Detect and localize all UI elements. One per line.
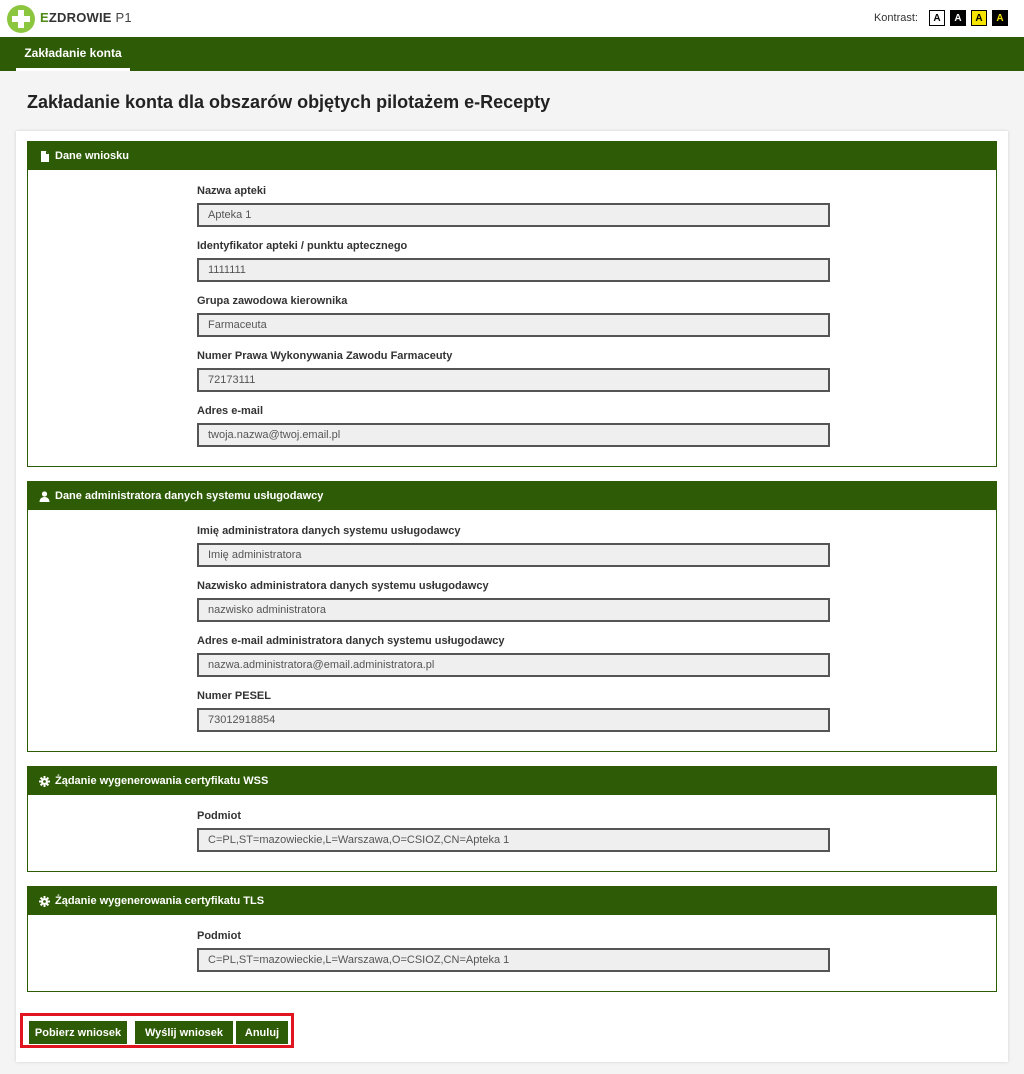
brand-e: E: [40, 10, 49, 25]
field-label: Adres e-mail: [197, 405, 264, 417]
brand-name: ZDROWIE: [48, 10, 112, 25]
field-label: Nazwa apteki: [197, 185, 267, 197]
action-buttons-highlight: [20, 1013, 294, 1048]
top-bar: [0, 0, 1024, 37]
contrast-yellow-on-black-button[interactable]: A: [992, 10, 1008, 26]
brand-logo-text: [40, 10, 132, 25]
section-dane-wniosku: [27, 141, 997, 467]
field-label: Identyfikator apteki / punktu aptecznego: [197, 240, 408, 252]
user-icon: [39, 491, 50, 502]
brand-p1: P1: [115, 10, 132, 25]
field-grupa-zawodowa: [197, 295, 830, 337]
field-nazwa-apteki: [197, 185, 830, 227]
section-header: [28, 767, 996, 795]
contrast-black-on-yellow-button[interactable]: A: [971, 10, 987, 26]
podmiot-wss-input[interactable]: [197, 828, 830, 852]
section-title: Dane wniosku: [55, 150, 129, 162]
podmiot-tls-input[interactable]: [197, 948, 830, 972]
section-header: [28, 142, 996, 170]
section-title: Żądanie wygenerowania certyfikatu TLS: [55, 895, 265, 907]
numer-pwz-input[interactable]: [197, 368, 830, 392]
contrast-white-on-black-button[interactable]: A: [950, 10, 966, 26]
email-administratora-input[interactable]: [197, 653, 830, 677]
field-label: Numer PESEL: [197, 690, 271, 702]
pesel-input[interactable]: [197, 708, 830, 732]
field-podmiot-tls: [197, 930, 830, 972]
section-certyfikat-tls: [27, 886, 997, 992]
download-request-button[interactable]: Pobierz wniosek: [29, 1021, 127, 1044]
document-icon: [39, 151, 50, 162]
field-label: Podmiot: [197, 810, 241, 822]
imie-administratora-input[interactable]: [197, 543, 830, 567]
section-certyfikat-wss: [27, 766, 997, 872]
cancel-button[interactable]: Anuluj: [236, 1021, 288, 1044]
section-dane-administratora: [27, 481, 997, 752]
send-request-button[interactable]: Wyślij wniosek: [135, 1021, 233, 1044]
field-label: Podmiot: [197, 930, 241, 942]
field-label: Adres e-mail administratora danych systemu usługodawcy: [197, 635, 505, 647]
field-pesel: [197, 690, 830, 732]
contrast-default-button[interactable]: A: [929, 10, 945, 26]
field-nazwisko-administratora: [197, 580, 830, 622]
identyfikator-apteki-input[interactable]: [197, 258, 830, 282]
section-header: [28, 887, 996, 915]
field-label: Nazwisko administratora danych systemu usługodawcy: [197, 580, 489, 592]
contrast-label: Kontrast:: [873, 12, 918, 24]
field-label: Imię administratora danych systemu usługodawcy: [197, 525, 461, 537]
gear-icon: [39, 776, 50, 787]
tab-zakladanie-konta[interactable]: Zakładanie konta: [16, 37, 130, 71]
field-adres-email: [197, 405, 830, 447]
field-label: Grupa zawodowa kierownika: [197, 295, 348, 307]
field-numer-pwz: [197, 350, 830, 392]
field-label: Numer Prawa Wykonywania Zawodu Farmaceuty: [197, 350, 453, 362]
nazwa-apteki-input[interactable]: [197, 203, 830, 227]
nazwisko-administratora-input[interactable]: [197, 598, 830, 622]
page-title: Zakładanie konta dla obszarów objętych pilotażem e-Recepty: [27, 92, 551, 112]
main-nav: [0, 37, 1024, 71]
contrast-switcher: [874, 10, 1008, 26]
section-header: [28, 482, 996, 510]
field-identyfikator-apteki: [197, 240, 830, 282]
logo-cross-icon: [6, 4, 36, 34]
field-email-administratora: [197, 635, 830, 677]
section-title: Dane administratora danych systemu usługodawcy: [55, 490, 324, 502]
section-title: Żądanie wygenerowania certyfikatu WSS: [55, 775, 269, 787]
field-podmiot-wss: [197, 810, 830, 852]
grupa-zawodowa-input[interactable]: [197, 313, 830, 337]
email-input[interactable]: [197, 423, 830, 447]
field-imie-administratora: [197, 525, 830, 567]
gear-icon: [39, 896, 50, 907]
